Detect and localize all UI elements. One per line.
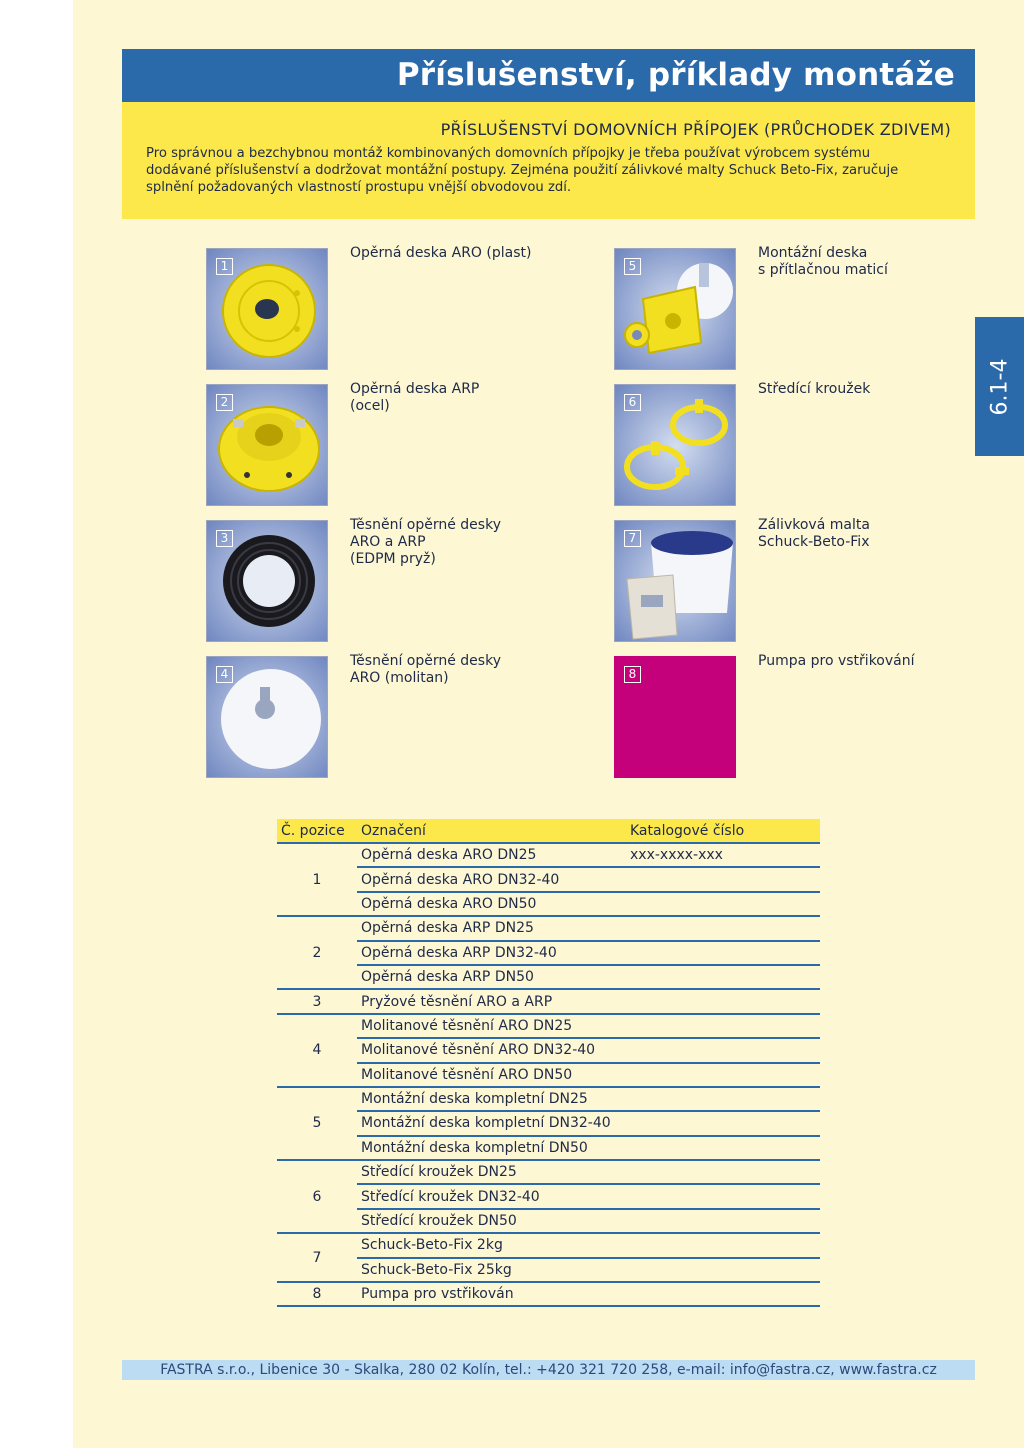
name-cell: Opěrná deska ARP DN50	[357, 965, 626, 989]
item-number-badge: 2	[216, 394, 233, 411]
position-cell: 2	[277, 916, 357, 989]
catalog-cell	[626, 965, 820, 989]
position-cell: 6	[277, 1160, 357, 1233]
item-label-1	[350, 245, 550, 262]
table-row	[277, 989, 820, 1013]
item-image-8	[614, 656, 736, 778]
item-number-badge: 3	[216, 530, 233, 547]
item-number-badge: 7	[624, 530, 641, 547]
table-row	[277, 1209, 820, 1233]
item-label-line: s přítlačnou maticí	[758, 262, 888, 278]
table-row	[277, 867, 820, 891]
catalog-cell	[626, 989, 820, 1013]
item-label-8	[758, 653, 958, 670]
catalog-table	[277, 819, 820, 1307]
item-label-line: ARO a ARP	[350, 534, 426, 550]
catalog-cell	[626, 941, 820, 965]
name-cell: Montážní deska kompletní DN25	[357, 1087, 626, 1111]
table-header-row	[277, 819, 820, 843]
item-number-badge: 4	[216, 666, 233, 683]
section-tab	[975, 317, 1024, 456]
name-cell: Pumpa pro vstřikován	[357, 1282, 626, 1306]
catalog-cell: xxx-xxxx-xxx	[626, 843, 820, 867]
table-row	[277, 941, 820, 965]
catalog-cell	[626, 1111, 820, 1135]
section-tab-label: 6.1-4	[987, 358, 1012, 415]
table-row	[277, 1282, 820, 1306]
intro-line-2: dodávané příslušenství a dodržovat montážní postupy. Zejména použití zálivkové malty Schuck Beto-Fix, zaručuje	[146, 163, 899, 178]
item-label-2	[350, 381, 550, 415]
name-cell: Molitanové těsnění ARO DN50	[357, 1063, 626, 1087]
item-label-line: (ocel)	[350, 398, 390, 414]
item-label-line: Pumpa pro vstřikování	[758, 653, 915, 669]
table-row	[277, 1087, 820, 1111]
table-row	[277, 1063, 820, 1087]
table-row	[277, 843, 820, 867]
position-cell: 1	[277, 843, 357, 916]
table-row	[277, 1233, 820, 1257]
item-label-7	[758, 517, 958, 551]
catalog-cell	[626, 1184, 820, 1208]
position-cell: 8	[277, 1282, 357, 1306]
table-row	[277, 1136, 820, 1160]
item-label-line: Schuck-Beto-Fix	[758, 534, 870, 550]
item-label-line: Opěrná deska ARO (plast)	[350, 245, 532, 261]
item-number-badge: 5	[624, 258, 641, 275]
name-cell: Schuck-Beto-Fix 25kg	[357, 1258, 626, 1282]
item-image-5	[614, 248, 736, 370]
item-label-line: Těsnění opěrné desky	[350, 517, 501, 533]
item-label-line: (EDPM pryž)	[350, 551, 436, 567]
position-cell: 4	[277, 1014, 357, 1087]
table-row	[277, 1111, 820, 1135]
item-label-3	[350, 517, 550, 568]
item-number-badge: 1	[216, 258, 233, 275]
name-cell: Molitanové těsnění ARO DN32-40	[357, 1038, 626, 1062]
name-cell: Opěrná deska ARO DN50	[357, 892, 626, 916]
catalog-cell	[626, 1136, 820, 1160]
intro-text	[146, 145, 951, 196]
position-cell: 5	[277, 1087, 357, 1160]
table-row	[277, 916, 820, 940]
item-label-line: ARO (molitan)	[350, 670, 449, 686]
position-cell: 7	[277, 1233, 357, 1282]
name-cell: Pryžové těsnění ARO a ARP	[357, 989, 626, 1013]
intro-line-1: Pro správnou a bezchybnou montáž kombinovaných domovních přípojky je třeba používat výrobcem systému	[146, 146, 871, 161]
table-row	[277, 1258, 820, 1282]
name-cell: Schuck-Beto-Fix 2kg	[357, 1233, 626, 1257]
item-label-4	[350, 653, 550, 687]
name-cell: Opěrná deska ARO DN32-40	[357, 867, 626, 891]
catalog-cell	[626, 892, 820, 916]
name-cell: Molitanové těsnění ARO DN25	[357, 1014, 626, 1038]
intro-line-3: splnění požadovaných vlastností prostupu vnější obvodovou zdí.	[146, 180, 572, 195]
catalog-cell	[626, 1160, 820, 1184]
name-cell: Montážní deska kompletní DN50	[357, 1136, 626, 1160]
item-label-line: Montážní deska	[758, 245, 868, 261]
item-label-line: Opěrná deska ARP	[350, 381, 480, 397]
header-catalog: Katalogové číslo	[626, 819, 820, 843]
name-cell: Opěrná deska ARP DN25	[357, 916, 626, 940]
name-cell: Montážní deska kompletní DN32-40	[357, 1111, 626, 1135]
item-image-6	[614, 384, 736, 506]
name-cell: Opěrná deska ARP DN32-40	[357, 941, 626, 965]
catalog-cell	[626, 1233, 820, 1257]
table-row	[277, 1014, 820, 1038]
catalog-cell	[626, 1014, 820, 1038]
catalog-cell	[626, 1087, 820, 1111]
catalog-cell	[626, 1063, 820, 1087]
name-cell: Středící kroužek DN50	[357, 1209, 626, 1233]
item-label-line: Těsnění opěrné desky	[350, 653, 501, 669]
item-image-1	[206, 248, 328, 370]
name-cell: Opěrná deska ARO DN25	[357, 843, 626, 867]
table-row	[277, 1184, 820, 1208]
item-label-line: Zálivková malta	[758, 517, 870, 533]
table-row	[277, 1160, 820, 1184]
name-cell: Středící kroužek DN25	[357, 1160, 626, 1184]
catalog-cell	[626, 1209, 820, 1233]
item-image-3	[206, 520, 328, 642]
catalog-cell	[626, 1282, 820, 1306]
page-title: Příslušenství, příklady montáže	[122, 49, 975, 102]
header-position: Č. pozice	[277, 819, 357, 843]
intro-box	[122, 102, 975, 219]
footer-contact: FASTRA s.r.o., Libenice 30 - Skalka, 280 02 Kolín, tel.: +420 321 720 258, e-mail: info@fastra.cz, www.fastra.cz	[122, 1360, 975, 1380]
item-image-4	[206, 656, 328, 778]
header-name: Označení	[357, 819, 626, 843]
item-number-badge: 8	[624, 666, 641, 683]
intro-heading: PŘÍSLUŠENSTVÍ DOMOVNÍCH PŘÍPOJEK (PRŮCHODEK ZDIVEM)	[440, 120, 951, 139]
catalog-cell	[626, 1038, 820, 1062]
name-cell: Středící kroužek DN32-40	[357, 1184, 626, 1208]
table-row	[277, 965, 820, 989]
item-number-badge: 6	[624, 394, 641, 411]
position-cell: 3	[277, 989, 357, 1013]
item-label-line: Středící kroužek	[758, 381, 871, 397]
table-row	[277, 1038, 820, 1062]
catalog-cell	[626, 916, 820, 940]
item-image-7	[614, 520, 736, 642]
item-image-2	[206, 384, 328, 506]
catalog-cell	[626, 1258, 820, 1282]
item-label-5	[758, 245, 958, 279]
catalog-cell	[626, 867, 820, 891]
table-row	[277, 892, 820, 916]
item-label-6	[758, 381, 958, 398]
